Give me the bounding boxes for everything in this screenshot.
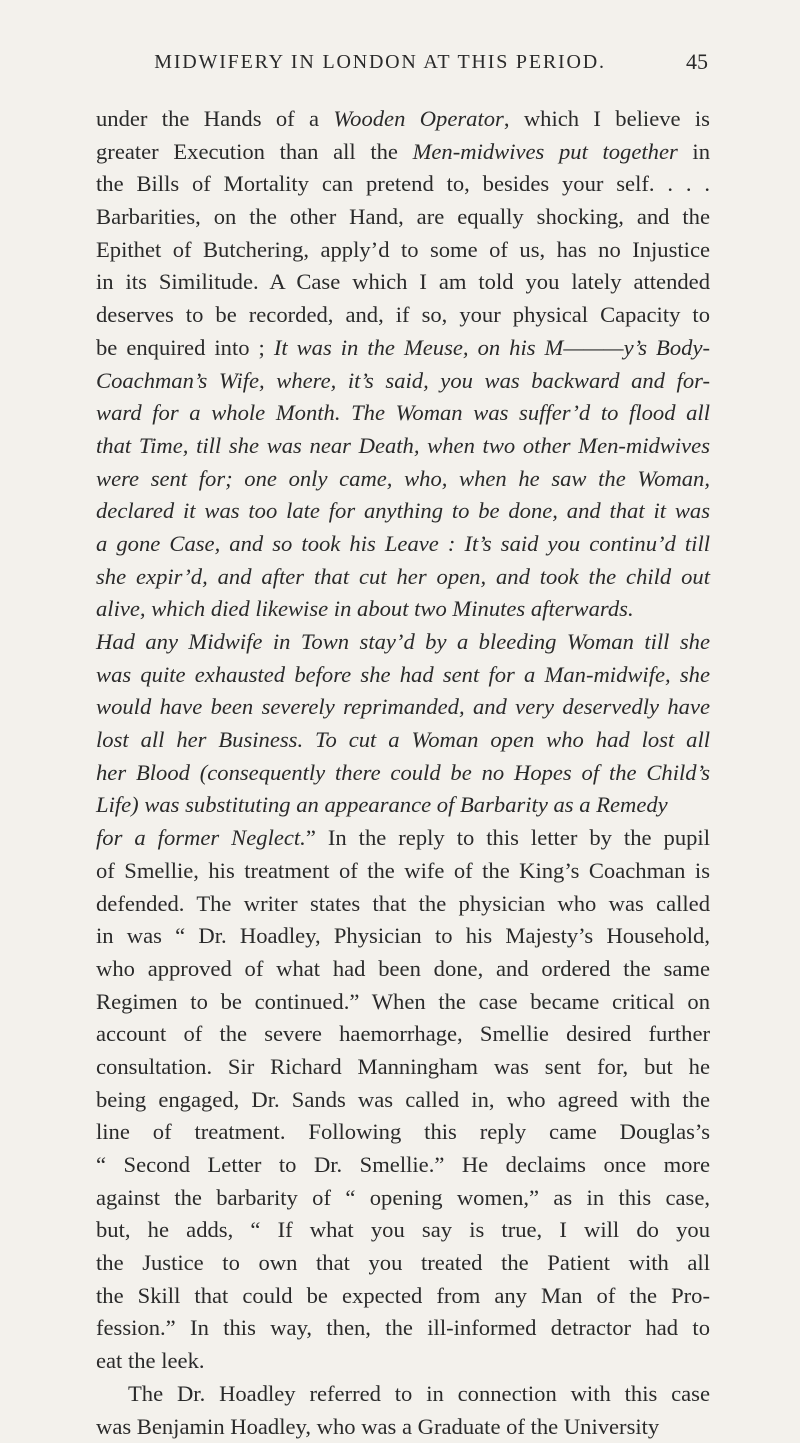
text-segment: against the barbarity of “ opening women,” as in this case,: [96, 1185, 710, 1210]
italic-quote-text: ward for a whole Month. The Woman was suffer’d to flood all: [96, 400, 710, 425]
text-line: [96, 626, 710, 659]
italic-quote-text: was quite exhausted before she had sent for a Man-midwife, she: [96, 662, 710, 687]
text-segment: the Bills of Mortality can pretend to, besides your self. . . .: [96, 171, 710, 196]
text-line: [96, 495, 710, 528]
text-segment: be enquired into ;: [96, 335, 274, 360]
running-head: [110, 42, 708, 82]
text-segment: Regimen to be continued.” When the case became critical on: [96, 989, 710, 1014]
text-segment: Epithet of Butchering, apply’d to some of us, has no Injustice: [96, 237, 710, 262]
italic-quote-text: were sent for; one only came, who, when he saw the Woman,: [96, 466, 710, 491]
text-line: [96, 1411, 710, 1443]
text-line: [96, 1280, 710, 1313]
text-line: [96, 986, 710, 1019]
text-line: [96, 332, 710, 365]
italic-quote-text: It was in the Meuse, on his M———y’s Body-: [274, 335, 710, 360]
text-line: [96, 365, 710, 398]
text-segment: line of treatment. Following this reply came Douglas’s: [96, 1119, 710, 1144]
text-line: [96, 724, 710, 757]
text-segment: greater Execution than all the: [96, 139, 413, 164]
text-line: [96, 1051, 710, 1084]
text-line: [96, 136, 710, 169]
text-line: [96, 1018, 710, 1051]
text-line: [96, 1214, 710, 1247]
text-line: [96, 1345, 710, 1378]
text-line: [96, 168, 710, 201]
running-title: MIDWIFERY IN LONDON AT THIS PERIOD.: [110, 42, 650, 82]
text-segment: ” In the reply to this letter by the pupil: [306, 825, 710, 850]
text-segment: who approved of what had been done, and ordered the same: [96, 956, 710, 981]
italic-quote-text: would have been severely reprimanded, and very deservedly have: [96, 694, 710, 719]
text-line: [96, 1378, 710, 1411]
text-line: [96, 201, 710, 234]
text-line: [96, 1312, 710, 1345]
italic-quote-text: that Time, till she was near Death, when two other Men-midwives: [96, 433, 710, 458]
text-line: [96, 430, 710, 463]
text-segment: account of the severe haemorrhage, Smellie desired further: [96, 1021, 710, 1046]
text-line: [96, 463, 710, 496]
text-segment: deserves to be recorded, and, if so, your physical Capacity to: [96, 302, 710, 327]
text-segment: the Skill that could be expected from any Man of the Pro-: [96, 1283, 710, 1308]
italic-quote-text: for a former Neglect.: [96, 825, 306, 850]
text-segment: defended. The writer states that the physician who was called: [96, 891, 710, 916]
italic-quote-text: Men-midwives put together: [413, 139, 678, 164]
text-segment: “ Second Letter to Dr. Smellie.” He declaims once more: [96, 1152, 710, 1177]
text-line: [96, 757, 710, 790]
text-line: [96, 1149, 710, 1182]
text-segment: consultation. Sir Richard Manningham was sent for, but he: [96, 1054, 710, 1079]
text-line: [96, 528, 710, 561]
text-line: [96, 888, 710, 921]
text-line: [96, 266, 710, 299]
text-line: [96, 397, 710, 430]
text-line: [96, 299, 710, 332]
text-line: [96, 234, 710, 267]
text-segment: in: [678, 139, 710, 164]
text-line: [96, 1116, 710, 1149]
text-segment: in was “ Dr. Hoadley, Physician to his Majesty’s Household,: [96, 923, 710, 948]
text-line: [96, 103, 710, 136]
text-line: [96, 822, 710, 855]
text-segment: but, he adds, “ If what you say is true, I will do you: [96, 1217, 710, 1242]
italic-quote-text: she expir’d, and after that cut her open, and took the child out: [96, 564, 710, 589]
text-line: [96, 659, 710, 692]
text-segment: the Justice to own that you treated the Patient with all: [96, 1250, 710, 1275]
text-line: [96, 855, 710, 888]
text-segment: under the Hands of a: [96, 106, 333, 131]
italic-quote-text: Wooden Operator: [333, 106, 503, 131]
text-line: [96, 593, 710, 626]
text-line: [96, 1247, 710, 1280]
text-line: [96, 789, 710, 822]
text-line: [96, 561, 710, 594]
italic-quote-text: a gone Case, and so took his Leave : It’s said you continu’d till: [96, 531, 710, 556]
text-segment: in its Similitude. A Case which I am told you lately attended: [96, 269, 710, 294]
text-line: [96, 1084, 710, 1117]
italic-quote-text: Had any Midwife in Town stay’d by a bleeding Woman till she: [96, 629, 710, 654]
text-segment: eat the leek.: [96, 1348, 205, 1373]
text-line: [96, 691, 710, 724]
text-segment: , which I believe is: [504, 106, 710, 131]
italic-quote-text: declared it was too late for anything to be done, and that it was: [96, 498, 710, 523]
italic-quote-text: Coachman’s Wife, where, it’s said, you was backward and for-: [96, 368, 710, 393]
text-segment: was Benjamin Hoadley, who was a Graduate of the University: [96, 1414, 659, 1439]
italic-quote-text: alive, which died likewise in about two Minutes afterwards.: [96, 596, 634, 621]
text-line: [96, 953, 710, 986]
italic-quote-text: Life) was substituting an appearance of Barbarity as a Remedy: [96, 792, 668, 817]
text-line: [96, 1182, 710, 1215]
page-number: 45: [686, 42, 708, 82]
text-segment: being engaged, Dr. Sands was called in, who agreed with the: [96, 1087, 710, 1112]
italic-quote-text: lost all her Business. To cut a Woman open who had lost all: [96, 727, 710, 752]
text-segment: of Smellie, his treatment of the wife of the King’s Coachman is: [96, 858, 710, 883]
italic-quote-text: her Blood (consequently there could be no Hopes of the Child’s: [96, 760, 710, 785]
text-segment: fession.” In this way, then, the ill-informed detractor had to: [96, 1315, 710, 1340]
body-text: [96, 103, 710, 1443]
text-segment: Barbarities, on the other Hand, are equally shocking, and the: [96, 204, 710, 229]
text-line: [96, 920, 710, 953]
text-segment: The Dr. Hoadley referred to in connection with this case: [128, 1381, 710, 1406]
